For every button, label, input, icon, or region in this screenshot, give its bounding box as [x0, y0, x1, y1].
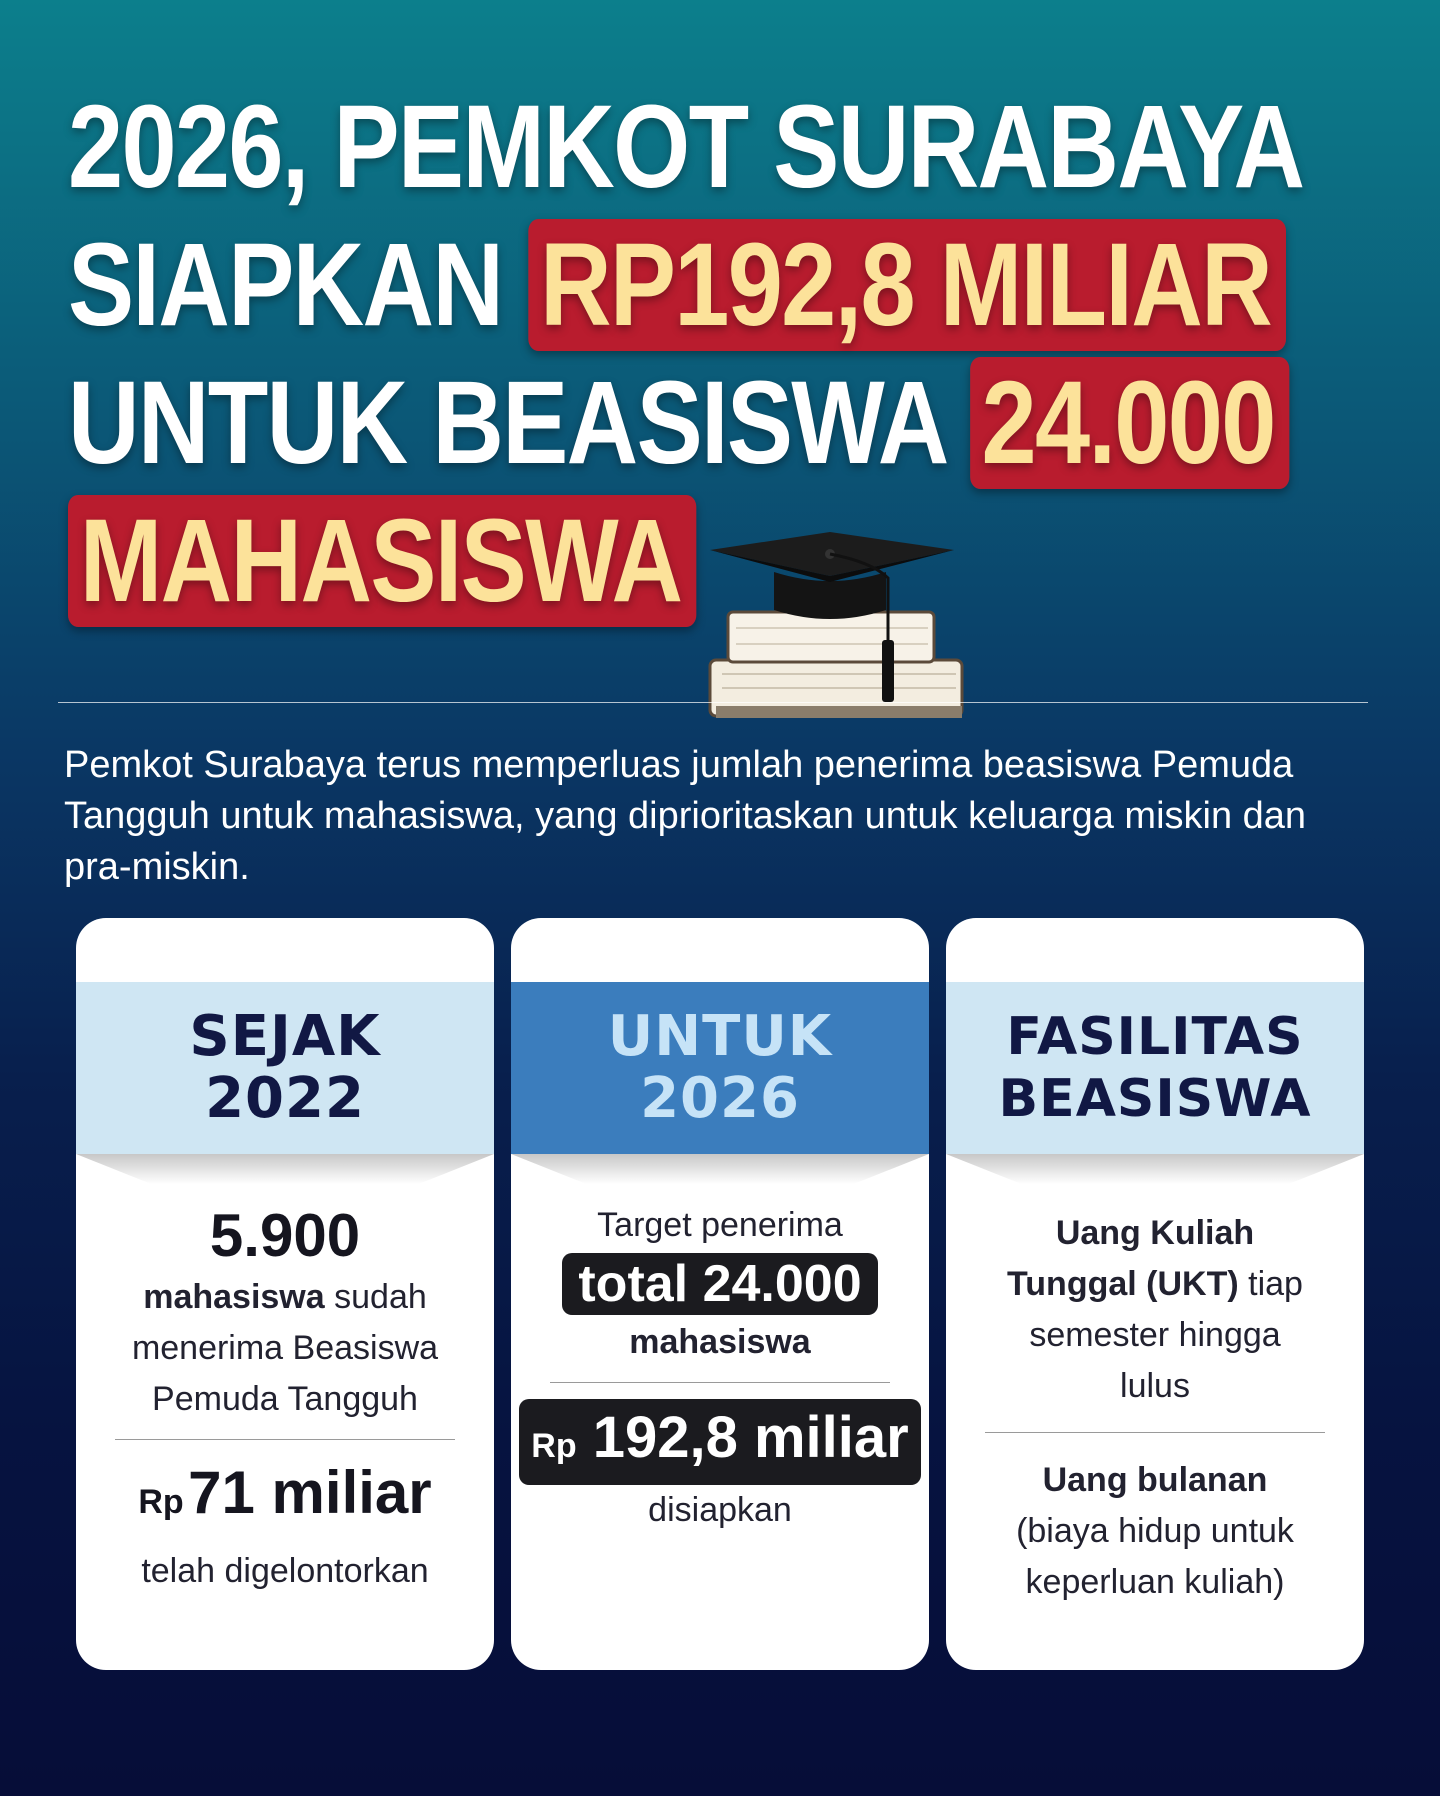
card-sejak-2022 — [76, 918, 494, 1670]
facility-1-line-4: lulus — [1120, 1367, 1190, 1405]
card-untuk-2026 — [511, 918, 929, 1670]
card-title-line-1: UNTUK — [607, 1004, 833, 1069]
facility-1-bold: Tunggal (UKT) — [1007, 1265, 1239, 1303]
amount-number: 71 miliar — [188, 1459, 432, 1526]
count-text-1 — [143, 1272, 427, 1323]
intro-paragraph: Pemkot Surabaya terus memperluas jumlah penerima beasiswa Pemuda Tangguh untuk mahasiswa, yang diprioritaskan untuk keluarga miskin dan pra-miskin. — [64, 744, 1307, 888]
count-text-2: menerima Beasiswa — [131, 1329, 439, 1367]
card-body — [946, 1208, 1364, 1608]
card-header — [76, 982, 494, 1154]
headline-line-3-prefix: UNTUK BEASISWA — [68, 357, 944, 489]
amount-number: 192,8 miliar — [592, 1405, 909, 1470]
amount-prefix: Rp — [531, 1427, 577, 1465]
amount-value — [138, 1456, 431, 1546]
card-title-line-2: 2022 — [205, 1066, 365, 1131]
target-label: Target penerima — [597, 1206, 843, 1244]
card-header — [511, 982, 929, 1154]
card-header — [946, 982, 1364, 1154]
amount-text: telah digelontorkan — [141, 1552, 429, 1590]
card-header-shadow — [76, 1154, 494, 1184]
card-separator — [115, 1439, 455, 1440]
headline-count-highlight: 24.000 — [970, 357, 1290, 489]
card-title-line-1: SEJAK — [189, 1004, 381, 1069]
headline — [68, 78, 1304, 630]
card-fasilitas-beasiswa — [946, 918, 1364, 1670]
headline-line-4 — [68, 492, 1185, 630]
card-title-line-2: 2026 — [640, 1066, 800, 1131]
card-separator — [985, 1432, 1325, 1433]
facility-2-line-2: keperluan kuliah) — [1025, 1563, 1285, 1601]
headline-line-2-prefix: SIAPKAN — [68, 219, 503, 351]
count-text-3: Pemuda Tangguh — [152, 1380, 418, 1418]
facility-1-rest: tiap — [1248, 1265, 1303, 1303]
recipient-count: 5.900 — [209, 1202, 361, 1269]
amount-prefix: Rp — [138, 1483, 184, 1521]
card-title-line-2: BEASISWA — [998, 1069, 1312, 1129]
facility-1-line-1: Uang Kuliah — [1055, 1214, 1255, 1252]
headline-line-2 — [68, 216, 1272, 354]
divider — [58, 702, 1368, 703]
target-value-pill: total 24.000 — [562, 1253, 877, 1315]
headline-line-1: 2026, PEMKOT SURABAYA — [68, 81, 1304, 213]
card-body — [76, 1200, 494, 1597]
facility-2-line-1: (biaya hidup untuk — [1016, 1512, 1294, 1550]
facility-1-line-3: semester hingga — [1029, 1316, 1281, 1354]
headline-mahasiswa-highlight: MAHASISWA — [68, 495, 697, 627]
card-body — [511, 1200, 929, 1536]
card-header-shadow — [946, 1154, 1364, 1184]
amount-pill — [519, 1399, 920, 1485]
facility-1-line-2 — [1007, 1259, 1303, 1310]
card-header-shadow — [511, 1154, 929, 1184]
target-unit: mahasiswa — [629, 1323, 811, 1361]
amount-text: disiapkan — [648, 1491, 792, 1529]
card-separator — [550, 1382, 890, 1383]
headline-amount-highlight: RP192,8 MILIAR — [528, 219, 1286, 351]
card-title-line-1: FASILITAS — [1006, 1007, 1304, 1067]
graduation-cap-icon — [702, 532, 972, 737]
facility-2-title: Uang bulanan — [1042, 1461, 1268, 1499]
count-text-1-rest: sudah — [334, 1278, 427, 1316]
count-unit: mahasiswa — [143, 1278, 325, 1316]
headline-line-3 — [68, 354, 1275, 492]
